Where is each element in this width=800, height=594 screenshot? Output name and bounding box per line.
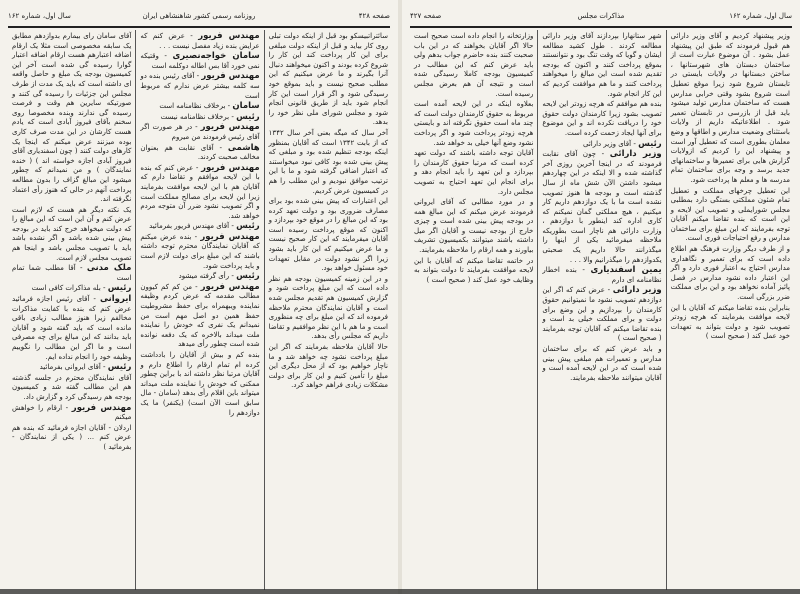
paragraph-text: این تعطیل چرخهای مملکت و تعطیل تمام شئون مملکتی بستگی دارد بمطلبی مجلس شورایملی و تصویب این لایحه و این است که بنده تقاضا میکنم آقایان توجه بفرمایند که این مبلغ برای ساختمان مدارس و رفع احتیاجات فوری است. [670,186,790,243]
paragraph-text: - من کم کم کیوون مطالب مقدمه که عرض کردم وظیفه نماینده ویبهمراه برای حفظ مشروطیت حفظ همین دو اصل مهم است من نمیدانم یک نفری که خودش را نماینده ملت میداند بالاخره که یک دفعه نوانده شده است چطور رأی میدهد [140,282,260,349]
paragraph [140,113,259,123]
paragraph [414,100,533,148]
paragraph [12,295,131,362]
paragraph-text: - چون آقای نقابت فرمودند که در اینجا آخرین روزی آخر گذاشته شده و الا اینکه در این چهاردهم میشود داشتن الآن شش ماه از سال گذشته است و بودجه ها هنوز تصویب نشده است ما با یک دوازدهم داریم کار میکنیم ، هیچ مملکتی گمان نمیکنم که کاری اداره کند اینطور با دوازدهم ، وزارت دارائی هم ناچار است بطوریکه ملاحظه میفرمائید یکی از اینها را میگذرانند حالا داریم یک صحبتی یکدوازدهم را میگذرانیم والا . . . [542,150,662,264]
paragraph-text: در خاتمه تقاضا میکنم که آقایان با این لایحه موافقت بفرمایند تا دولت بتواند به وظایف خود عمل کند ( صحیح است ) [414,256,534,284]
speaker-name: رئیس [107,362,132,373]
paragraph-text: آقایان توجه داشته باشند که دولت تعهد کرده است که مرتبا حقوق کارمندان را بپردازد و این تعهد را باید انجام دهد و برای انجام این تعهد احتیاج به تصویب مجلس دارد. [414,149,534,196]
paragraph [140,351,259,418]
paragraph-text: - عرض کنم که بنده با این لایحه موافقم و تقاضا دارم که آقایان هم با این لایحه موافقت بفرمایند زیرا این لایحه برای مصالح مملکت است و اگر تصویب نشود ضرر آن متوجه مردم خواهد شد. [140,163,260,220]
speaker-name: مهندس فریور [198,31,260,41]
text-column [410,30,537,590]
paragraph [140,32,259,51]
paragraph [12,284,131,294]
paragraph [12,206,131,264]
paragraph [140,123,259,142]
paragraph [671,245,790,303]
paragraph [542,286,661,344]
paragraph [671,304,790,342]
paragraph-text: این اعتبارات که پیش بینی شده بود برای مصارف ضروری بود و دولت تعهد کرده بود که این مبالغ را در موقع خود بپردازد و اکنون که موقع پرداخت رسیده است آقایان میفرمایند که این کار صحیح نیست و ما عرض میکنیم که این کار باید بشود زیرا اگر نشود دولت در مقابل تعهدات خود مسئول خواهد بود. [268,197,388,273]
paragraph-text: - آقای رئیس بنده دو سه کلمه بیشتر عرض ندارم که مربوط است [140,72,260,100]
header-rule [410,26,792,28]
paragraph-text: بنده هم موافقم که هرچه زودتر این لایحه تصویب بشود زیرا کارمندان دولت حقوق خود را دریافت نکرده اند و این موضوع برای آنها ایجاد زحمت کرده است. [542,100,662,137]
text-column [135,30,263,590]
paragraph [140,102,259,112]
speaker-name: مهندس فریور [201,71,260,82]
paragraph-text: و از طرف دیگر وزارت فرهنگ هم اطلاع داده است که برای تعمیر و نگاهداری مدارس احتیاج به اعتبار فوری دارد و اگر این اعتبار داده نشود مدارس در فصل پائیز آماده نخواهد بود و این برای مملکت ضرر بزرگی است. [670,245,790,302]
paragraph-text: و در این زمینه کمیسیون بودجه هم نظر داده است که این مبلغ پرداخت شود و گزارش کمیسیون هم تقدیم مجلس شده است و آقایان نمایندگان محترم ملاحظه فرموده اند که این مبلغ برای چه منظوری است و ما هم با این نظر موافقیم و تقاضا داریم که مجلس رأی بدهد. [268,274,388,341]
paragraph [269,275,388,342]
speaker-name: مهندس فریور [200,281,260,292]
paragraph [140,222,259,232]
paragraph-text: - وقتیکه نمی خورد آقا بس اطاله دوکلمه است [140,52,260,70]
paragraph [12,424,131,453]
paragraph-text: - عرض کنم که عرایض بنده زیاد مفصل نیست . . . [140,32,260,50]
paragraph [140,72,259,101]
paragraph-text: - عرض کنم که اگر این دوازدهم تصویب نشود ما نمیتوانیم حقوق کارمندان را بپردازیم و این وضع برای دولت و برای مملکت خیلی بد است و بنده تقاضا میکنم که آقایان توجه بفرمایند ( صحیح است ) [542,286,662,343]
paragraph-text: بنابراین بنده تقاضا میکنم که آقایان با این لایحه موافقت بفرمایند که هرچه زودتر تصویب شود و دولت بتواند به تعهدات خود عمل کند ( صحیح است ) [670,303,790,341]
speaker-name: رئیس [638,138,662,149]
paragraph [12,264,131,283]
text-column [666,30,794,590]
speaker-name: مهندس فریور [200,231,260,242]
paragraph-text: وزیر پیشنهاد کردیم و آقای وزیر دارائی هم قبول فرمودند که طبق این پیشنهاد عمل بشود . آن موضوع عبارت است از ساختمان دبستان های شهرستانها ، ساختن دبستانها در ولایات بایستی در تابستان شروع شود زیرا موقع تعطیل است شروع بشود وقتی خرابی مدارس هست که ساختمان مدارس تولید میشود باید قبل از بازرسی در تابستان تعمیر شود . اطلاعاتیکه داریم از ولایات باستثنای وضعیت مدارس و اطاقها و وضع معلمان بطوری است که تعطیل آور است و پیشنهاد این را کردیم که ازولایات گزارش هایی برای تعمیرها و ساختمانهای جدید برسد و وجه برای ساختمان تمام مدرسه ها و معلم ها پرداخت شود. [670,32,790,184]
paragraph [414,149,533,197]
paragraph [12,363,131,373]
paragraph-text: سائتراتبیسکو بود قبل از اینکه دولت تبلی روی کار بیاید و قبل از اینکه دولت مبلغی برای این کار پرداخت کند این کار را شروع کرده بودند و اکنون میخواهند دنبال آنرا بگیرند و ما عرض میکنیم که این مطلب صحیح نیست و باید بموقع خود رسیدگی شود و اگر قرار است این کار انجام شود باید از طریق قانونی انجام شود و مجلس شورای ملی نظر خود را بدهد. [268,32,388,127]
paragraph [542,140,661,150]
speaker-name: رئیس [107,283,132,294]
paragraph [542,150,661,265]
paragraph-text: - آقای رئیس اجازه فرمائید عرض کنم که بنده با کفایت مذاکرات مخالفم زیرا هنوز مطالب زیادی باقی مانده است که باید گفته شود و آقایان باید بدانند که این مبالغ برای چه مصرفی است و ما اگر این مطالب را نگوییم وظیفه خود را انجام نداده ایم. [12,295,132,361]
page-number: صفحه ۴۲۷ [410,12,442,20]
speaker-name: ایروانی [99,294,132,305]
paragraph [671,32,790,186]
issue-number: سال اول، شماره ۱۶۲ [729,12,792,20]
paragraph [140,164,259,222]
paragraph-text: - آقای وزیر دارائی [583,139,636,148]
paragraph-text: - بنده عرض میکنم که آقایان نمایندگان محترم توجه داشته باشند که این مبلغ برای دولت لازم است و باید پرداخت شود. [140,232,260,270]
right-page [402,0,800,594]
page-number: صفحه ۴۲۸ [358,12,390,20]
paragraph-text: بنده کم و بیش از آقایان را بادداشت کرده ام تمام ارقام را اطلاع دارم و آقایان مرتبا نظر داشته اند با براین چطور ممکنی که خودش را نماینده ملت میداند میتواند باین اقلام رأی بدهد (سامان - مال سابق است الآن است) (یکنفر) ما یک دوازدهم را [140,351,260,417]
text-columns [410,30,794,590]
paragraph-text: حالا آقایان ملاحظه بفرمایند که اگر این مبلغ پرداخت نشود چه خواهد شد و ما ناچار خواهیم بود که از محل دیگری این مبلغ را تأمین کنیم و این کار برای دولت مشکلات زیادی فراهم خواهد کرد. [268,343,388,390]
paragraph [140,52,259,71]
scan-edge [0,589,800,594]
paragraph [542,345,661,383]
paragraph-text: آقای سامان رای بیمارم بدوازدهم مطابق یک سابقه مخصوصی است مثلا یک ارقام اضافه اعتبارهم هست ارقام اضافه اعتبار گوارا رسیده گی شده است آخر این کمیسیون بودجه یک مبلغ و حاصل واقعه ای داشته است که باید یک مدت از طرف مجلس این جزئیات را رسیده گی کنند و صورتیکه سایرین هم وقت و فرصت رسیده گی ندارند وبنده مخصوصا روی سخنم بآقای فیروز آبادی است که یادم هست کارشان در این مدت صرف کاری بوده میزنند عرض میکنم که اینجا یک کارهای دولت کنند ( چون اسفندیاری آقای فیروز آبادی اجازه خواسته اند ) ( خنده نمایندگان ) و من نمیدانم که چطور میشود این مبالغ گزاف را بدون مطالعه پرداخت آنهم در حالی که هنوز رأی اعتماد نگرفته اند. [12,32,132,204]
speaker-name: رئیس [236,221,260,232]
speaker-name: یمین اسفندیاری [590,265,662,276]
speaker-name: وزیر دارائی [609,149,662,160]
paragraph-text: - آقای ایروانی بفرمائید [39,363,106,372]
paragraph [140,272,259,282]
paragraph-text: و در مورد مطالبی که آقای ایروانی فرمودند عرض میکنم که این مبالغ همه در بودجه پیش بینی شده است و چیزی خارج از بودجه نیست و آقایان اگر میل داشته باشند میتوانند بکمیسیون تشریف بیاورند و همه ارقام را ملاحظه بفرمایند. [414,198,534,255]
paragraph-text: - بله مذاکرات کافی است [31,284,106,293]
paragraph-text: آقای نمایندگان محترم در جلسه گذشته هم این مطالب گفته شد و کمیسیون بودجه هم رسیدگی کرد و گزارش داد. [12,373,132,401]
paragraph [140,144,259,163]
paragraph-text: - بنده اخطار نظامنامه ای دارم [542,266,662,284]
paragraph-text: - ارقام را خواهش میکنم [12,403,132,422]
paragraph-text: یک نکته دیگر هم هست که لازم است عرض کنم و آن این است که این مبالغ را که دولت میخواهد خرج کند باید در بودجه پیش بینی شده باشد و اگر نشده باشد باید با تصویب مجلس باشد و اینجا هم تصویب مجلس لازم است. [12,205,132,262]
paragraph-text: اردلان - آقایان اجازه فرمائید که بنده هم عرض کنم ... ( یکی از نمایندگان - بفرمائید ) [12,423,132,451]
running-title: روزنامه رسمی کشور شاهنشاهی ایران [142,12,256,20]
header-rule [8,26,390,28]
text-column [8,30,135,590]
paragraph-text: - رأی گرفته میشود [178,272,234,281]
paragraph-text: آخر سال که میگه بعنی آخر سال ۱۳۴۲ که از بابت ۱۳۴۲ است که آقایان بمنظور اینکه بودجه تنظیم شده بود و مبلغی که پیش بینی شده بود کافی نبود میخواستند که اعتبار اضافی گرفته شود و ما با این ترتیب موافق نبودیم و این مطلب را هم در کمیسیون عرض کردیم. [268,128,388,195]
paragraph-text: و باید عرض کنم که برای ساختمان مدارس و تعمیرات هم مبلغی پیش بینی شده است که در این لایحه آمده است و آقایان میتوانند ملاحظه بفرمایند. [542,345,662,382]
paragraph-text: - آقای مهندس فریور بفرمائید [149,222,234,231]
paragraph [12,32,131,205]
paragraph [140,283,259,350]
speaker-name: مهندس فریور [71,402,132,413]
text-column [537,30,665,590]
issue-number: سال اول، شماره ۱۶۲ [8,12,71,20]
paragraph [269,32,388,128]
text-columns [8,30,392,590]
page-header [8,10,390,24]
speaker-name: رئیس [236,111,260,122]
paragraph [414,257,533,286]
speaker-name: سامان خواجه‌نصیری [172,51,260,62]
speaker-name: ملک مدنی [86,263,132,274]
text-column [264,30,392,590]
paragraph-text: - آقای نقابت هم بعنوان مخالف صحبت کردند. [140,143,260,162]
speaker-name: مهندس فریور [201,162,260,173]
running-title: مذاکرات مجلس [577,12,625,20]
paragraph [269,343,388,391]
paragraph-text: - در هر صورت اگر آقای رئیس فرمودند من میروم [140,123,260,141]
paragraph-text: شهر ستانهارا بپردازند آقای وزیر دارائی مطالعه کردند . طول کشید مطالعه ایشان و گویا که وقت تنگ بود و نتوانستند بموقع پرداخت کنند و اکنون که بودجه تقدیم شده است این مبالغ را میخواهند پرداخت کنند و ما هم موافقت کردیم که این کار انجام شود. [542,32,662,98]
speaker-name: مهندس فریور [200,122,260,133]
paragraph [542,266,661,285]
paragraph [671,187,790,245]
page-header [410,10,792,24]
speaker-name: وزیر دارائی [612,285,662,296]
paragraph [542,32,661,99]
speaker-name: هاشمی [227,142,260,153]
paragraph [12,404,131,423]
left-page [0,0,398,594]
paragraph [269,197,388,274]
paragraph-text: - برخلاف نظامنامه نیست [160,112,234,121]
paragraph [414,32,533,99]
paragraph [269,129,388,196]
speaker-name: سامان [232,101,260,112]
paragraph [414,198,533,256]
speaker-name: رئیس [236,271,260,282]
paragraph [12,374,131,403]
paragraph-text: - برخلاف نظامنامه است [159,102,231,111]
paragraph-text: - آقا مطلب شما تمام است [12,264,132,282]
paragraph-text: بعلاوه اینکه در این لایحه آمده است مربوط به حقوق کارمندان دولت است که چند ماه است حقوق نگرفته اند و بایستی هرچه زودتر پرداخت شود و اگر پرداخت نشود وضع آنها خیلی بد خواهد شد. [414,100,534,147]
paragraph [542,100,661,138]
paragraph [140,233,259,271]
paragraph-text: وزارتخانه را انجام داده است صحیح است حالا اگر آقایان بخواهند که در این باب صحبت کنند بنده حاضرم جواب بدهم ولی باید عرض کنم که این مطالب در کمیسیون بودجه کاملا رسیدگی شده است و نتیجه آن هم بعرض مجلس رسیده است. [414,32,534,98]
